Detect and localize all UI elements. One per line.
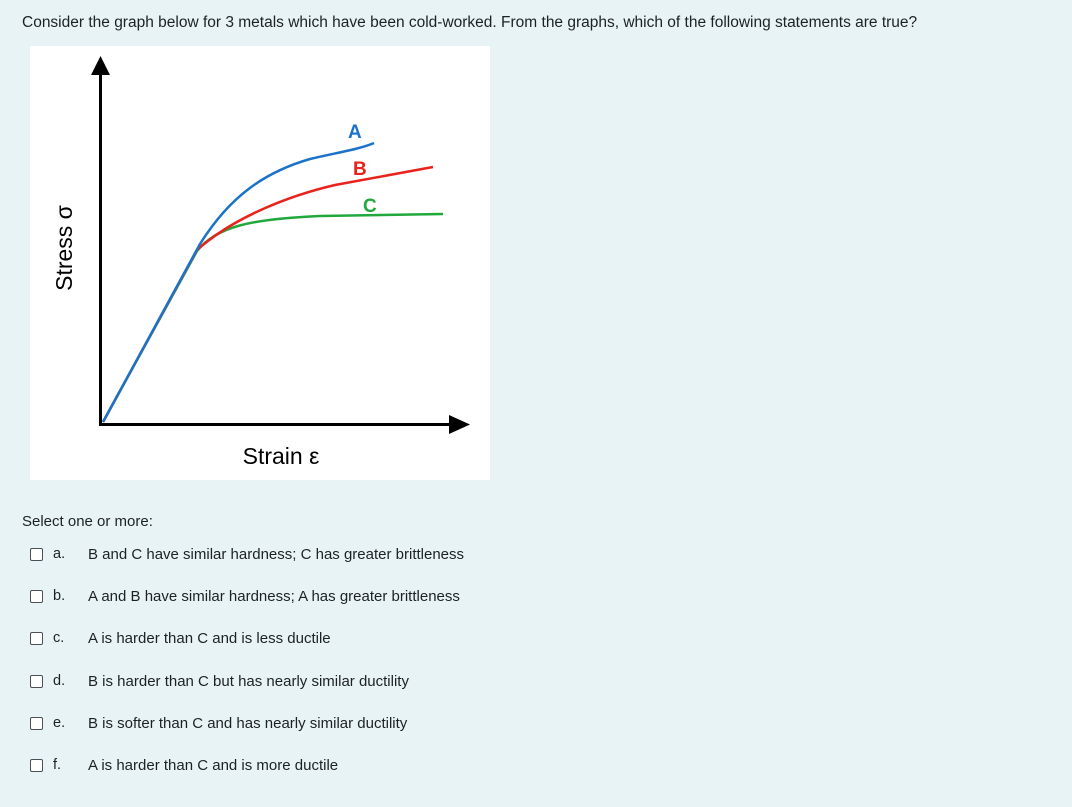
stress-strain-graph xyxy=(30,46,490,480)
x-axis-arrow xyxy=(449,415,470,434)
stress-strain-figure xyxy=(30,46,490,480)
curve-a-label: A xyxy=(348,122,362,143)
curve-b xyxy=(103,167,433,422)
option-b[interactable] xyxy=(30,585,460,607)
curve-b-label: B xyxy=(353,159,367,180)
option-e-text: B is softer than C and has nearly similar ductility xyxy=(88,714,408,732)
option-f-text: A is harder than C and is more ductile xyxy=(88,756,339,774)
checkbox-f[interactable] xyxy=(30,759,43,772)
option-d-text: B is harder than C but has nearly similar ductility xyxy=(88,672,409,690)
option-d[interactable] xyxy=(30,670,409,692)
option-f-letter: f. xyxy=(53,757,62,773)
checkbox-e[interactable] xyxy=(30,717,43,730)
option-e[interactable] xyxy=(30,712,407,734)
checkbox-d[interactable] xyxy=(30,675,43,688)
option-a-letter: a. xyxy=(53,546,66,562)
select-prompt: Select one or more: xyxy=(22,513,153,530)
x-axis-label: Strain ε xyxy=(242,443,320,469)
option-b-text: A and B have similar hardness; A has greater brittleness xyxy=(88,587,460,605)
checkbox-b[interactable] xyxy=(30,590,43,603)
option-e-letter: e. xyxy=(53,715,66,731)
option-f[interactable] xyxy=(30,754,338,776)
option-a-text: B and C have similar hardness; C has greater brittleness xyxy=(88,545,465,563)
option-c-text: A is harder than C and is less ductile xyxy=(88,629,331,647)
curve-c-label: C xyxy=(363,196,377,217)
option-c[interactable] xyxy=(30,627,331,649)
option-b-letter: b. xyxy=(53,588,66,604)
y-axis-arrow xyxy=(91,56,110,75)
curve-c xyxy=(103,214,443,422)
option-c-letter: c. xyxy=(53,630,65,646)
option-a[interactable] xyxy=(30,543,464,565)
option-d-letter: d. xyxy=(53,673,66,689)
checkbox-a[interactable] xyxy=(30,548,43,561)
question-text: Consider the graph below for 3 metals which have been cold-worked. From the graphs, which of the following statements are true? xyxy=(22,14,918,31)
checkbox-c[interactable] xyxy=(30,632,43,645)
y-axis-label: Stress σ xyxy=(51,205,77,291)
